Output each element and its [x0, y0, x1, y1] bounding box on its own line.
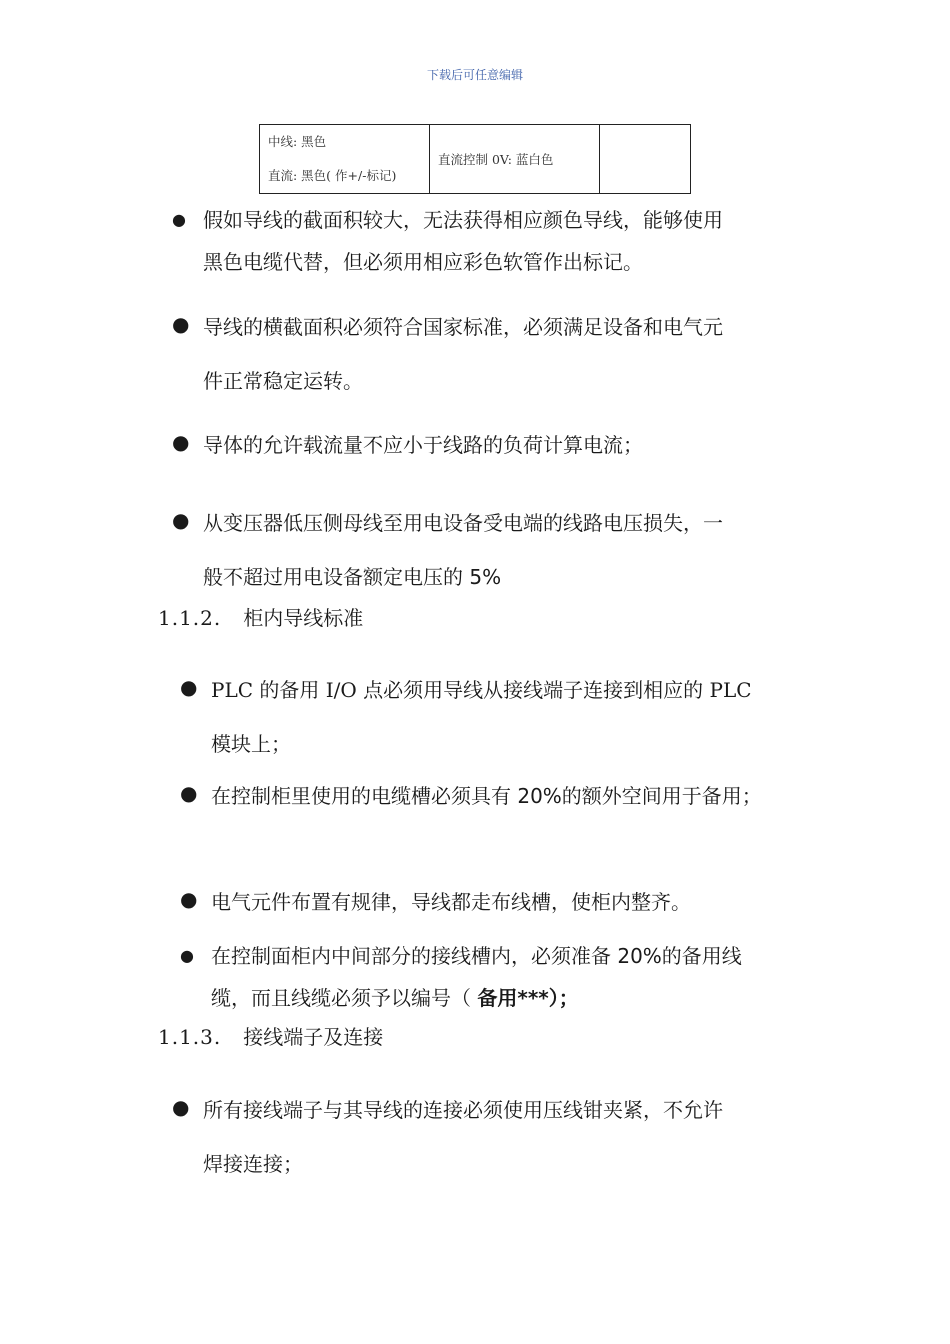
list-item-text: 从变压器低压侧母线至用电设备受电端的线路电压损失，一 [203, 511, 723, 535]
bullet-icon: ● [180, 946, 194, 965]
bullet-icon: ● [180, 887, 198, 911]
section-heading [158, 1021, 383, 1050]
bullet-icon: ● [172, 1095, 190, 1119]
bullet-icon: ● [180, 781, 198, 805]
table-cell: 直流控制 0V: 蓝白色 [430, 125, 600, 194]
list-item-text: 在控制柜里使用的电缆槽必须具有 20%的额外空间用于备用； [211, 784, 762, 808]
section-heading [158, 602, 363, 631]
list-item-text: 黑色电缆代替，但必须用相应彩色软管作出标记。 [203, 250, 643, 274]
list-item-text: 件正常稳定运转。 [203, 369, 363, 393]
section-number: 1.1.3. [158, 1025, 222, 1049]
bullet-icon: ● [172, 430, 190, 454]
list-item-text: 在控制面柜内中间部分的接线槽内，必须准备 20%的备用线 [211, 944, 742, 968]
list-item-text: 导线的横截面积必须符合国家标准，必须满足设备和电气元 [203, 315, 723, 339]
list-item-text: 焊接连接； [203, 1152, 303, 1176]
wire-color-table [259, 124, 691, 194]
list-item-text: 电气元件布置有规律，导线都走布线槽，使柜内整齐。 [211, 890, 691, 914]
bullet-icon: ● [172, 210, 186, 229]
list-item-text [211, 982, 579, 1011]
list-item-text-part: 缆，而且线缆必须予以编号（ [211, 986, 478, 1010]
page-header-note: 下载后可任意编辑 [426, 68, 523, 82]
cell-text: 直流: 黑色( 作+/-标记) [268, 168, 397, 183]
section-number: 1.1.2. [158, 606, 222, 630]
table-cell [600, 125, 691, 194]
list-item-text-bold: 备用***）； [477, 986, 579, 1010]
table-row [260, 125, 691, 194]
list-item-text: 假如导线的截面积较大，无法获得相应颜色导线，能够使用 [203, 208, 723, 232]
list-item-text: 模块上； [211, 732, 291, 756]
list-item-text: 导体的允许载流量不应小于线路的负荷计算电流； [203, 433, 643, 457]
table-cell [260, 125, 430, 194]
list-item-text: PLC 的备用 I/O 点必须用导线从接线端子连接到相应的 PLC [211, 678, 752, 702]
list-item-text: 所有接线端子与其导线的连接必须使用压线钳夹紧，不允许 [203, 1098, 723, 1122]
list-item-text: 般不超过用电设备额定电压的 5% [203, 565, 502, 589]
section-title: 接线端子及连接 [243, 1025, 384, 1049]
bullet-icon: ● [180, 675, 198, 699]
bullet-icon: ● [172, 508, 190, 532]
bullet-icon: ● [172, 312, 190, 336]
section-title: 柜内导线标准 [243, 606, 364, 630]
cell-text: 中线: 黑色 [268, 134, 327, 149]
